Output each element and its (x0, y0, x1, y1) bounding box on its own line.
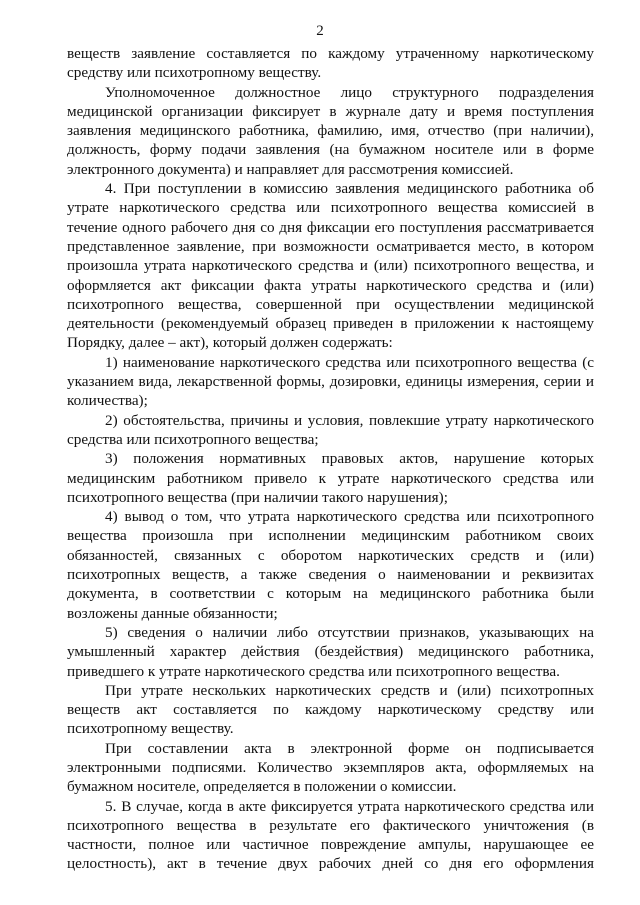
subitem-4: 4) вывод о том, что утрата наркотического средства или психотропного вещества произошла при исполнении медицинским работником своих обязанностей, связанных с оборотом наркотических средств и (или) психотропных веществ, а также сведения о наименовании и реквизитах документа, в соответствии с которым на медицинского работника были возложены данные обязанности; (67, 508, 594, 622)
paragraph-item-4: 4. При поступлении в комиссию заявления медицинского работника об утрате наркотического средства или психотропного вещества комиссией в течение одного рабочего дня со дня фиксации его поступления рассматривается представленное заявление, при возможности осматривается место, в котором произошла утрата наркотического средства и (или) психотропного вещества, и оформляется акт фиксации факта утраты наркотического средства и (или) психотропного вещества, совершенной при осуществлении медицинской деятельности (рекомендуемый образец приведен в приложении к настоящему Порядку, далее – акт), который должен содержать: (67, 180, 594, 352)
subitem-1: 1) наименование наркотического средства или психотропного вещества (с указанием вида, лекарственной формы, дозировки, единицы измерения, серии и количества); (67, 353, 594, 410)
paragraph-responsible-person: Уполномоченное должностное лицо структурного подразделения медицинской организации фиксирует в журнале дату и время поступления заявления медицинского работника, фамилию, имя, отчество (при наличии), должность, форму подачи заявления (на бумажном носителе или в форме электронного документа) и направляет для рассмотрения комиссией. (67, 83, 594, 178)
subitem-3: 3) положения нормативных правовых актов, нарушение которых медицинским работником привело к утрате наркотического средства или психотропного вещества (при наличии такого нарушения); (67, 450, 594, 506)
paragraph-item-5: 5. В случае, когда в акте фиксируется утрата наркотического средства или психотропного вещества в результате его фактического уничтожения (в частности, полное или частичное повреждение ампулы, нарушающее ее целостность), акт в течение двух рабочих дней со дня его оформления (67, 797, 594, 873)
page-number: 2 (316, 23, 324, 39)
document-body (67, 44, 594, 874)
paragraph-electronic-act: При составлении акта в электронной форме он подписывается электронными подписями. Количество экземпляров акта, оформляемых на бумажном носителе, определяется в положении о комиссии. (67, 739, 594, 796)
paragraph-continuation: веществ заявление составляется по каждому утраченному наркотическому средству или психотропному веществу. (67, 45, 594, 82)
paragraph-multiple-losses: При утрате нескольких наркотических средств и (или) психотропных веществ акт составляется по каждому наркотическому средству или психотропному веществу. (67, 681, 594, 738)
subitem-5: 5) сведения о наличии либо отсутствии признаков, указывающих на умышленный характер действия (бездействия) медицинского работника, приведшего к утрате наркотического средства или психотропного вещества. (67, 623, 594, 680)
subitem-2: 2) обстоятельства, причины и условия, повлекшие утрату наркотического средства или психотропного вещества; (67, 411, 594, 448)
